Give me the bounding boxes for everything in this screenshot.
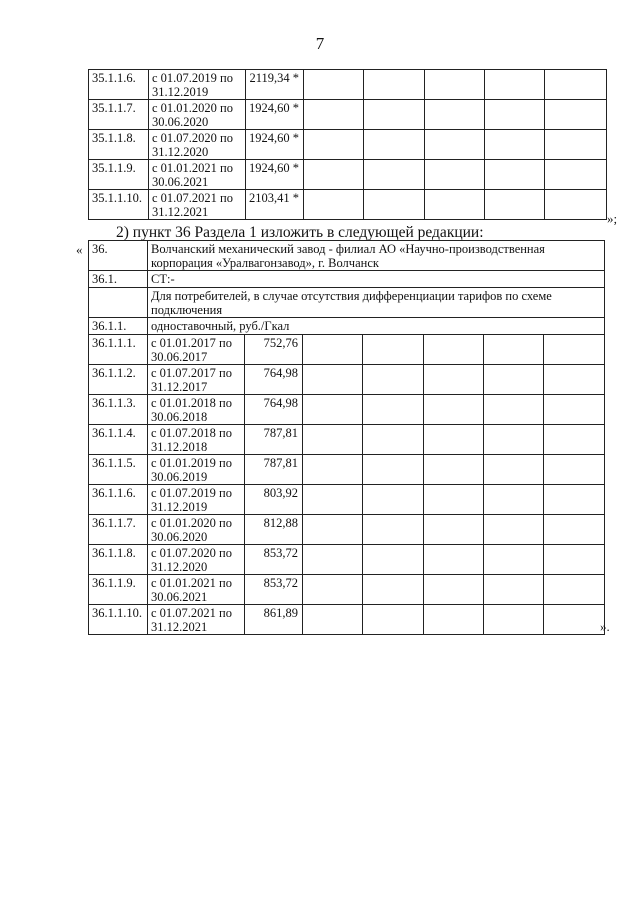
row-code: 36.1.1.5. bbox=[89, 455, 148, 485]
period-start: с 01.01.2018 по bbox=[151, 396, 232, 410]
header-row bbox=[89, 241, 605, 271]
empty-cell bbox=[484, 455, 544, 485]
closing-quote-table-1: »; bbox=[607, 211, 618, 226]
row-code: 35.1.1.6. bbox=[89, 70, 149, 100]
empty-cell bbox=[364, 190, 425, 220]
row-value: 787,81 bbox=[245, 425, 303, 455]
amendment-paragraph-2: 2) пункт 36 Раздела 1 изложить в следующей редакции: bbox=[116, 224, 484, 241]
table-row bbox=[89, 605, 605, 635]
row-code: 36.1.1.4. bbox=[89, 425, 148, 455]
row-period bbox=[148, 605, 245, 635]
empty-cell bbox=[484, 335, 544, 365]
row-code: 35.1.1.10. bbox=[89, 190, 149, 220]
period-start: с 01.07.2021 по bbox=[152, 191, 233, 205]
period-end: 30.06.2017 bbox=[151, 350, 208, 364]
empty-cell bbox=[485, 190, 545, 220]
empty-cell bbox=[544, 605, 605, 635]
rate-type-text: одноставочный, руб./Гкал bbox=[148, 318, 605, 335]
empty-cell bbox=[424, 605, 484, 635]
empty-cell bbox=[424, 365, 484, 395]
table-row bbox=[89, 575, 605, 605]
row-period bbox=[148, 575, 245, 605]
period-end: 31.12.2019 bbox=[152, 85, 209, 99]
opening-quote-table-2: « bbox=[76, 242, 83, 257]
empty-cell bbox=[424, 425, 484, 455]
period-start: с 01.07.2017 по bbox=[151, 366, 232, 380]
empty-cell bbox=[424, 575, 484, 605]
row-code: 35.1.1.8. bbox=[89, 130, 149, 160]
subsection-code: 36.1. bbox=[89, 271, 148, 288]
rate-code: 36.1.1. bbox=[89, 318, 148, 335]
table-row bbox=[89, 365, 605, 395]
row-period bbox=[148, 395, 245, 425]
empty-cell bbox=[363, 515, 424, 545]
row-value: 803,92 bbox=[245, 485, 303, 515]
period-start: с 01.07.2018 по bbox=[151, 426, 232, 440]
row-period bbox=[149, 70, 246, 100]
row-code: 36.1.1.8. bbox=[89, 545, 148, 575]
empty-cell bbox=[364, 70, 425, 100]
empty-cell bbox=[304, 70, 364, 100]
empty-cell bbox=[424, 515, 484, 545]
empty-cell bbox=[484, 425, 544, 455]
row-code: 36.1.1.6. bbox=[89, 485, 148, 515]
empty-cell bbox=[544, 365, 605, 395]
row-value: 2119,34 * bbox=[246, 70, 304, 100]
period-start: с 01.07.2020 по bbox=[152, 131, 233, 145]
row-code: 36.1.1.9. bbox=[89, 575, 148, 605]
empty-cell bbox=[303, 605, 363, 635]
table-row bbox=[89, 485, 605, 515]
subsection-text: СТ:- bbox=[148, 271, 605, 288]
period-end: 31.12.2020 bbox=[152, 145, 209, 159]
tariff-table-36 bbox=[88, 240, 605, 635]
subsection-row bbox=[89, 271, 605, 288]
period-end: 30.06.2019 bbox=[151, 470, 208, 484]
empty-cell bbox=[425, 70, 485, 100]
note-code-cell bbox=[89, 288, 148, 318]
empty-cell bbox=[544, 515, 605, 545]
empty-cell bbox=[364, 130, 425, 160]
period-start: с 01.07.2019 по bbox=[152, 71, 233, 85]
period-end: 30.06.2020 bbox=[151, 530, 208, 544]
row-value: 853,72 bbox=[245, 575, 303, 605]
empty-cell bbox=[485, 130, 545, 160]
empty-cell bbox=[424, 545, 484, 575]
period-end: 30.06.2021 bbox=[151, 590, 208, 604]
empty-cell bbox=[544, 545, 605, 575]
empty-cell bbox=[544, 455, 605, 485]
empty-cell bbox=[303, 425, 363, 455]
empty-cell bbox=[304, 130, 364, 160]
empty-cell bbox=[544, 335, 605, 365]
empty-cell bbox=[304, 160, 364, 190]
period-end: 30.06.2021 bbox=[152, 175, 209, 189]
row-period bbox=[148, 545, 245, 575]
row-value: 1924,60 * bbox=[246, 160, 304, 190]
period-end: 31.12.2018 bbox=[151, 440, 208, 454]
row-value: 1924,60 * bbox=[246, 100, 304, 130]
empty-cell bbox=[484, 365, 544, 395]
table-row bbox=[89, 70, 607, 100]
empty-cell bbox=[544, 575, 605, 605]
header-organization-line-1: Волчанский механический завод - филиал АО «Научно-производственная bbox=[151, 242, 545, 256]
empty-cell bbox=[544, 485, 605, 515]
empty-cell bbox=[363, 605, 424, 635]
empty-cell bbox=[425, 190, 485, 220]
row-code: 36.1.1.3. bbox=[89, 395, 148, 425]
row-value: 853,72 bbox=[245, 545, 303, 575]
period-end: 31.12.2017 bbox=[151, 380, 208, 394]
period-end: 31.12.2021 bbox=[152, 205, 209, 219]
row-value: 764,98 bbox=[245, 365, 303, 395]
table-row bbox=[89, 545, 605, 575]
empty-cell bbox=[425, 160, 485, 190]
header-organization-line-2: корпорация «Уралвагонзавод», г. Волчанск bbox=[151, 256, 379, 270]
row-period bbox=[148, 485, 245, 515]
note-text bbox=[148, 288, 605, 318]
empty-cell bbox=[484, 545, 544, 575]
empty-cell bbox=[485, 100, 545, 130]
period-start: с 01.01.2020 по bbox=[152, 101, 233, 115]
row-value: 764,98 bbox=[245, 395, 303, 425]
empty-cell bbox=[485, 160, 545, 190]
period-start: с 01.01.2021 по bbox=[152, 161, 233, 175]
note-line-1: Для потребителей, в случае отсутствия дифференциации тарифов по схеме bbox=[151, 289, 552, 303]
empty-cell bbox=[545, 160, 607, 190]
empty-cell bbox=[303, 335, 363, 365]
row-code: 35.1.1.7. bbox=[89, 100, 149, 130]
empty-cell bbox=[484, 485, 544, 515]
empty-cell bbox=[364, 160, 425, 190]
page-number: 7 bbox=[315, 34, 325, 53]
row-code: 36.1.1.7. bbox=[89, 515, 148, 545]
empty-cell bbox=[545, 190, 607, 220]
empty-cell bbox=[303, 395, 363, 425]
empty-cell bbox=[424, 335, 484, 365]
empty-cell bbox=[303, 365, 363, 395]
empty-cell bbox=[363, 365, 424, 395]
header-organization bbox=[148, 241, 605, 271]
empty-cell bbox=[545, 100, 607, 130]
empty-cell bbox=[363, 455, 424, 485]
row-code: 36.1.1.10. bbox=[89, 605, 148, 635]
row-period bbox=[148, 365, 245, 395]
row-period bbox=[148, 335, 245, 365]
table-row bbox=[89, 425, 605, 455]
row-period bbox=[149, 160, 246, 190]
empty-cell bbox=[363, 395, 424, 425]
row-period bbox=[149, 100, 246, 130]
empty-cell bbox=[303, 515, 363, 545]
empty-cell bbox=[303, 575, 363, 605]
table-row bbox=[89, 515, 605, 545]
empty-cell bbox=[424, 485, 484, 515]
row-value: 861,89 bbox=[245, 605, 303, 635]
empty-cell bbox=[544, 395, 605, 425]
empty-cell bbox=[425, 130, 485, 160]
empty-cell bbox=[303, 485, 363, 515]
period-end: 31.12.2020 bbox=[151, 560, 208, 574]
row-period bbox=[149, 190, 246, 220]
period-start: с 01.07.2021 по bbox=[151, 606, 232, 620]
empty-cell bbox=[304, 100, 364, 130]
period-end: 30.06.2018 bbox=[151, 410, 208, 424]
period-start: с 01.01.2019 по bbox=[151, 456, 232, 470]
period-start: с 01.07.2020 по bbox=[151, 546, 232, 560]
empty-cell bbox=[424, 455, 484, 485]
empty-cell bbox=[484, 575, 544, 605]
table-row bbox=[89, 100, 607, 130]
table-row bbox=[89, 130, 607, 160]
table-row bbox=[89, 335, 605, 365]
empty-cell bbox=[424, 395, 484, 425]
empty-cell bbox=[544, 425, 605, 455]
period-start: с 01.01.2020 по bbox=[151, 516, 232, 530]
empty-cell bbox=[545, 130, 607, 160]
period-end: 31.12.2019 bbox=[151, 500, 208, 514]
empty-cell bbox=[303, 455, 363, 485]
row-period bbox=[148, 425, 245, 455]
empty-cell bbox=[363, 545, 424, 575]
empty-cell bbox=[363, 335, 424, 365]
table-row bbox=[89, 455, 605, 485]
row-period bbox=[148, 455, 245, 485]
empty-cell bbox=[303, 545, 363, 575]
period-start: с 01.01.2021 по bbox=[151, 576, 232, 590]
empty-cell bbox=[304, 190, 364, 220]
empty-cell bbox=[364, 100, 425, 130]
period-end: 31.12.2021 bbox=[151, 620, 208, 634]
period-start: с 01.07.2019 по bbox=[151, 486, 232, 500]
empty-cell bbox=[485, 70, 545, 100]
row-code: 35.1.1.9. bbox=[89, 160, 149, 190]
period-end: 30.06.2020 bbox=[152, 115, 209, 129]
period-start: с 01.01.2017 по bbox=[151, 336, 232, 350]
row-value: 752,76 bbox=[245, 335, 303, 365]
closing-quote-table-2: ». bbox=[600, 619, 610, 634]
row-value: 787,81 bbox=[245, 455, 303, 485]
empty-cell bbox=[484, 605, 544, 635]
empty-cell bbox=[484, 395, 544, 425]
empty-cell bbox=[425, 100, 485, 130]
empty-cell bbox=[545, 70, 607, 100]
row-code: 36.1.1.2. bbox=[89, 365, 148, 395]
row-value: 812,88 bbox=[245, 515, 303, 545]
table-row bbox=[89, 160, 607, 190]
row-period bbox=[149, 130, 246, 160]
table-row bbox=[89, 190, 607, 220]
row-period bbox=[148, 515, 245, 545]
row-value: 2103,41 * bbox=[246, 190, 304, 220]
tariff-table-35 bbox=[88, 69, 607, 220]
note-row bbox=[89, 288, 605, 318]
note-line-2: подключения bbox=[151, 303, 223, 317]
empty-cell bbox=[363, 485, 424, 515]
empty-cell bbox=[484, 515, 544, 545]
rate-type-row bbox=[89, 318, 605, 335]
header-code: 36. bbox=[89, 241, 148, 271]
empty-cell bbox=[363, 425, 424, 455]
row-value: 1924,60 * bbox=[246, 130, 304, 160]
empty-cell bbox=[363, 575, 424, 605]
table-row bbox=[89, 395, 605, 425]
row-code: 36.1.1.1. bbox=[89, 335, 148, 365]
